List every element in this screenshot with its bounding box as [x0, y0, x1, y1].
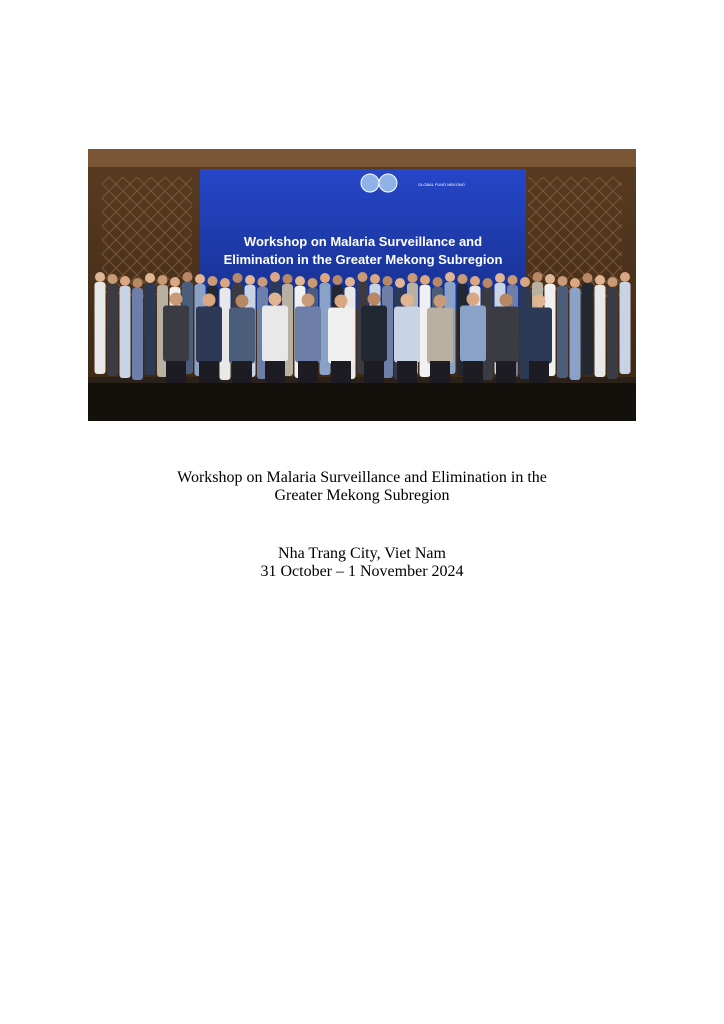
banner-text-line1: Workshop on Malaria Surveillance and: [243, 234, 483, 249]
attendee-body: [607, 287, 618, 379]
attendee-head: [408, 273, 418, 283]
attendee-body: [95, 282, 106, 374]
attendee-head: [245, 275, 255, 285]
attendee-head: [470, 276, 480, 286]
attendee-head: [495, 273, 505, 283]
attendee-body: [570, 288, 581, 380]
attendee-body: [107, 284, 118, 376]
attendee-body: [132, 288, 143, 380]
attendee-head: [283, 274, 293, 284]
stage: [88, 381, 636, 421]
attendee-legs: [397, 361, 417, 383]
attendee-head: [420, 275, 430, 285]
attendee-head: [358, 272, 368, 282]
attendee-head: [508, 275, 518, 285]
attendee-head: [320, 273, 330, 283]
attendee-body: [163, 306, 189, 362]
event-location: Nha Trang City, Viet Nam: [278, 545, 446, 562]
attendee-head: [302, 294, 315, 307]
attendee-head: [483, 278, 493, 288]
attendee-head: [545, 274, 555, 284]
attendee-head: [433, 277, 443, 287]
attendee-head: [533, 295, 546, 308]
attendee-head: [345, 277, 355, 287]
attendee-legs: [232, 361, 252, 383]
attendee-head: [233, 273, 243, 283]
banner-text-line2: Elimination in the Greater Mekong Subregion: [223, 252, 503, 267]
attendee-head: [236, 295, 249, 308]
attendee-head: [500, 294, 513, 307]
attendee-legs: [298, 361, 318, 383]
attendee-body: [196, 307, 222, 363]
attendee-head: [458, 274, 468, 284]
attendee-head: [335, 295, 348, 308]
attendee-head: [520, 277, 530, 287]
attendee-body: [229, 308, 255, 364]
attendee-head: [270, 272, 280, 282]
attendee-body: [120, 286, 131, 378]
attendee-legs: [331, 361, 351, 383]
attendee-body: [262, 306, 288, 362]
workshop-title-line1: Workshop on Malaria Surveillance and Elimination in the: [177, 469, 547, 486]
attendee-body: [557, 286, 568, 378]
group-photo-illustration: [88, 149, 636, 421]
event-details: [0, 545, 724, 581]
attendee-body: [328, 308, 354, 364]
attendee-head: [467, 293, 480, 306]
attendee-body: [460, 306, 486, 362]
attendee-body: [394, 307, 420, 363]
globe-logo-icon: [379, 174, 397, 192]
attendee-head: [108, 274, 118, 284]
workshop-title-line2: Greater Mekong Subregion: [274, 487, 450, 504]
workshop-title: [0, 469, 724, 505]
attendee-head: [220, 278, 230, 288]
attendee-head: [620, 272, 630, 282]
attendee-head: [183, 272, 193, 282]
globe-logo-icon: [361, 174, 379, 192]
attendee-body: [361, 306, 387, 362]
attendee-head: [434, 295, 447, 308]
attendee-head: [120, 276, 130, 286]
attendee-legs: [463, 361, 483, 383]
attendee-head: [170, 277, 180, 287]
attendee-head: [401, 294, 414, 307]
attendee-legs: [364, 361, 384, 383]
attendee-head: [308, 278, 318, 288]
attendee-head: [558, 276, 568, 286]
event-dates: 31 October – 1 November 2024: [260, 563, 464, 580]
attendee-legs: [199, 361, 219, 383]
attendee-head: [533, 272, 543, 282]
attendee-legs: [529, 361, 549, 383]
banner-org-text: GLOBAL FUND MEKONG: [418, 182, 465, 187]
attendee-head: [133, 278, 143, 288]
attendee-body: [595, 285, 606, 377]
ceiling-trim: [88, 149, 636, 167]
attendee-head: [583, 273, 593, 283]
attendee-body: [526, 308, 552, 364]
attendee-head: [295, 276, 305, 286]
attendee-legs: [265, 361, 285, 383]
attendee-head: [195, 274, 205, 284]
attendee-head: [269, 293, 282, 306]
attendee-head: [395, 278, 405, 288]
attendee-head: [383, 276, 393, 286]
attendee-head: [445, 272, 455, 282]
group-photo: [88, 149, 636, 421]
attendee-head: [258, 277, 268, 287]
attendee-head: [608, 277, 618, 287]
attendee-body: [295, 307, 321, 363]
attendee-body: [582, 283, 593, 375]
attendee-body: [145, 283, 156, 375]
attendee-head: [170, 293, 183, 306]
attendee-head: [203, 294, 216, 307]
attendee-head: [570, 278, 580, 288]
attendee-body: [427, 308, 453, 364]
attendee-legs: [430, 361, 450, 383]
attendee-head: [208, 276, 218, 286]
attendee-head: [145, 273, 155, 283]
attendee-legs: [496, 361, 516, 383]
attendee-head: [158, 275, 168, 285]
attendee-head: [370, 274, 380, 284]
attendee-body: [620, 282, 631, 374]
attendee-head: [368, 293, 381, 306]
attendee-head: [595, 275, 605, 285]
attendee-body: [493, 307, 519, 363]
attendee-legs: [166, 361, 186, 383]
attendee-head: [95, 272, 105, 282]
attendee-head: [333, 275, 343, 285]
